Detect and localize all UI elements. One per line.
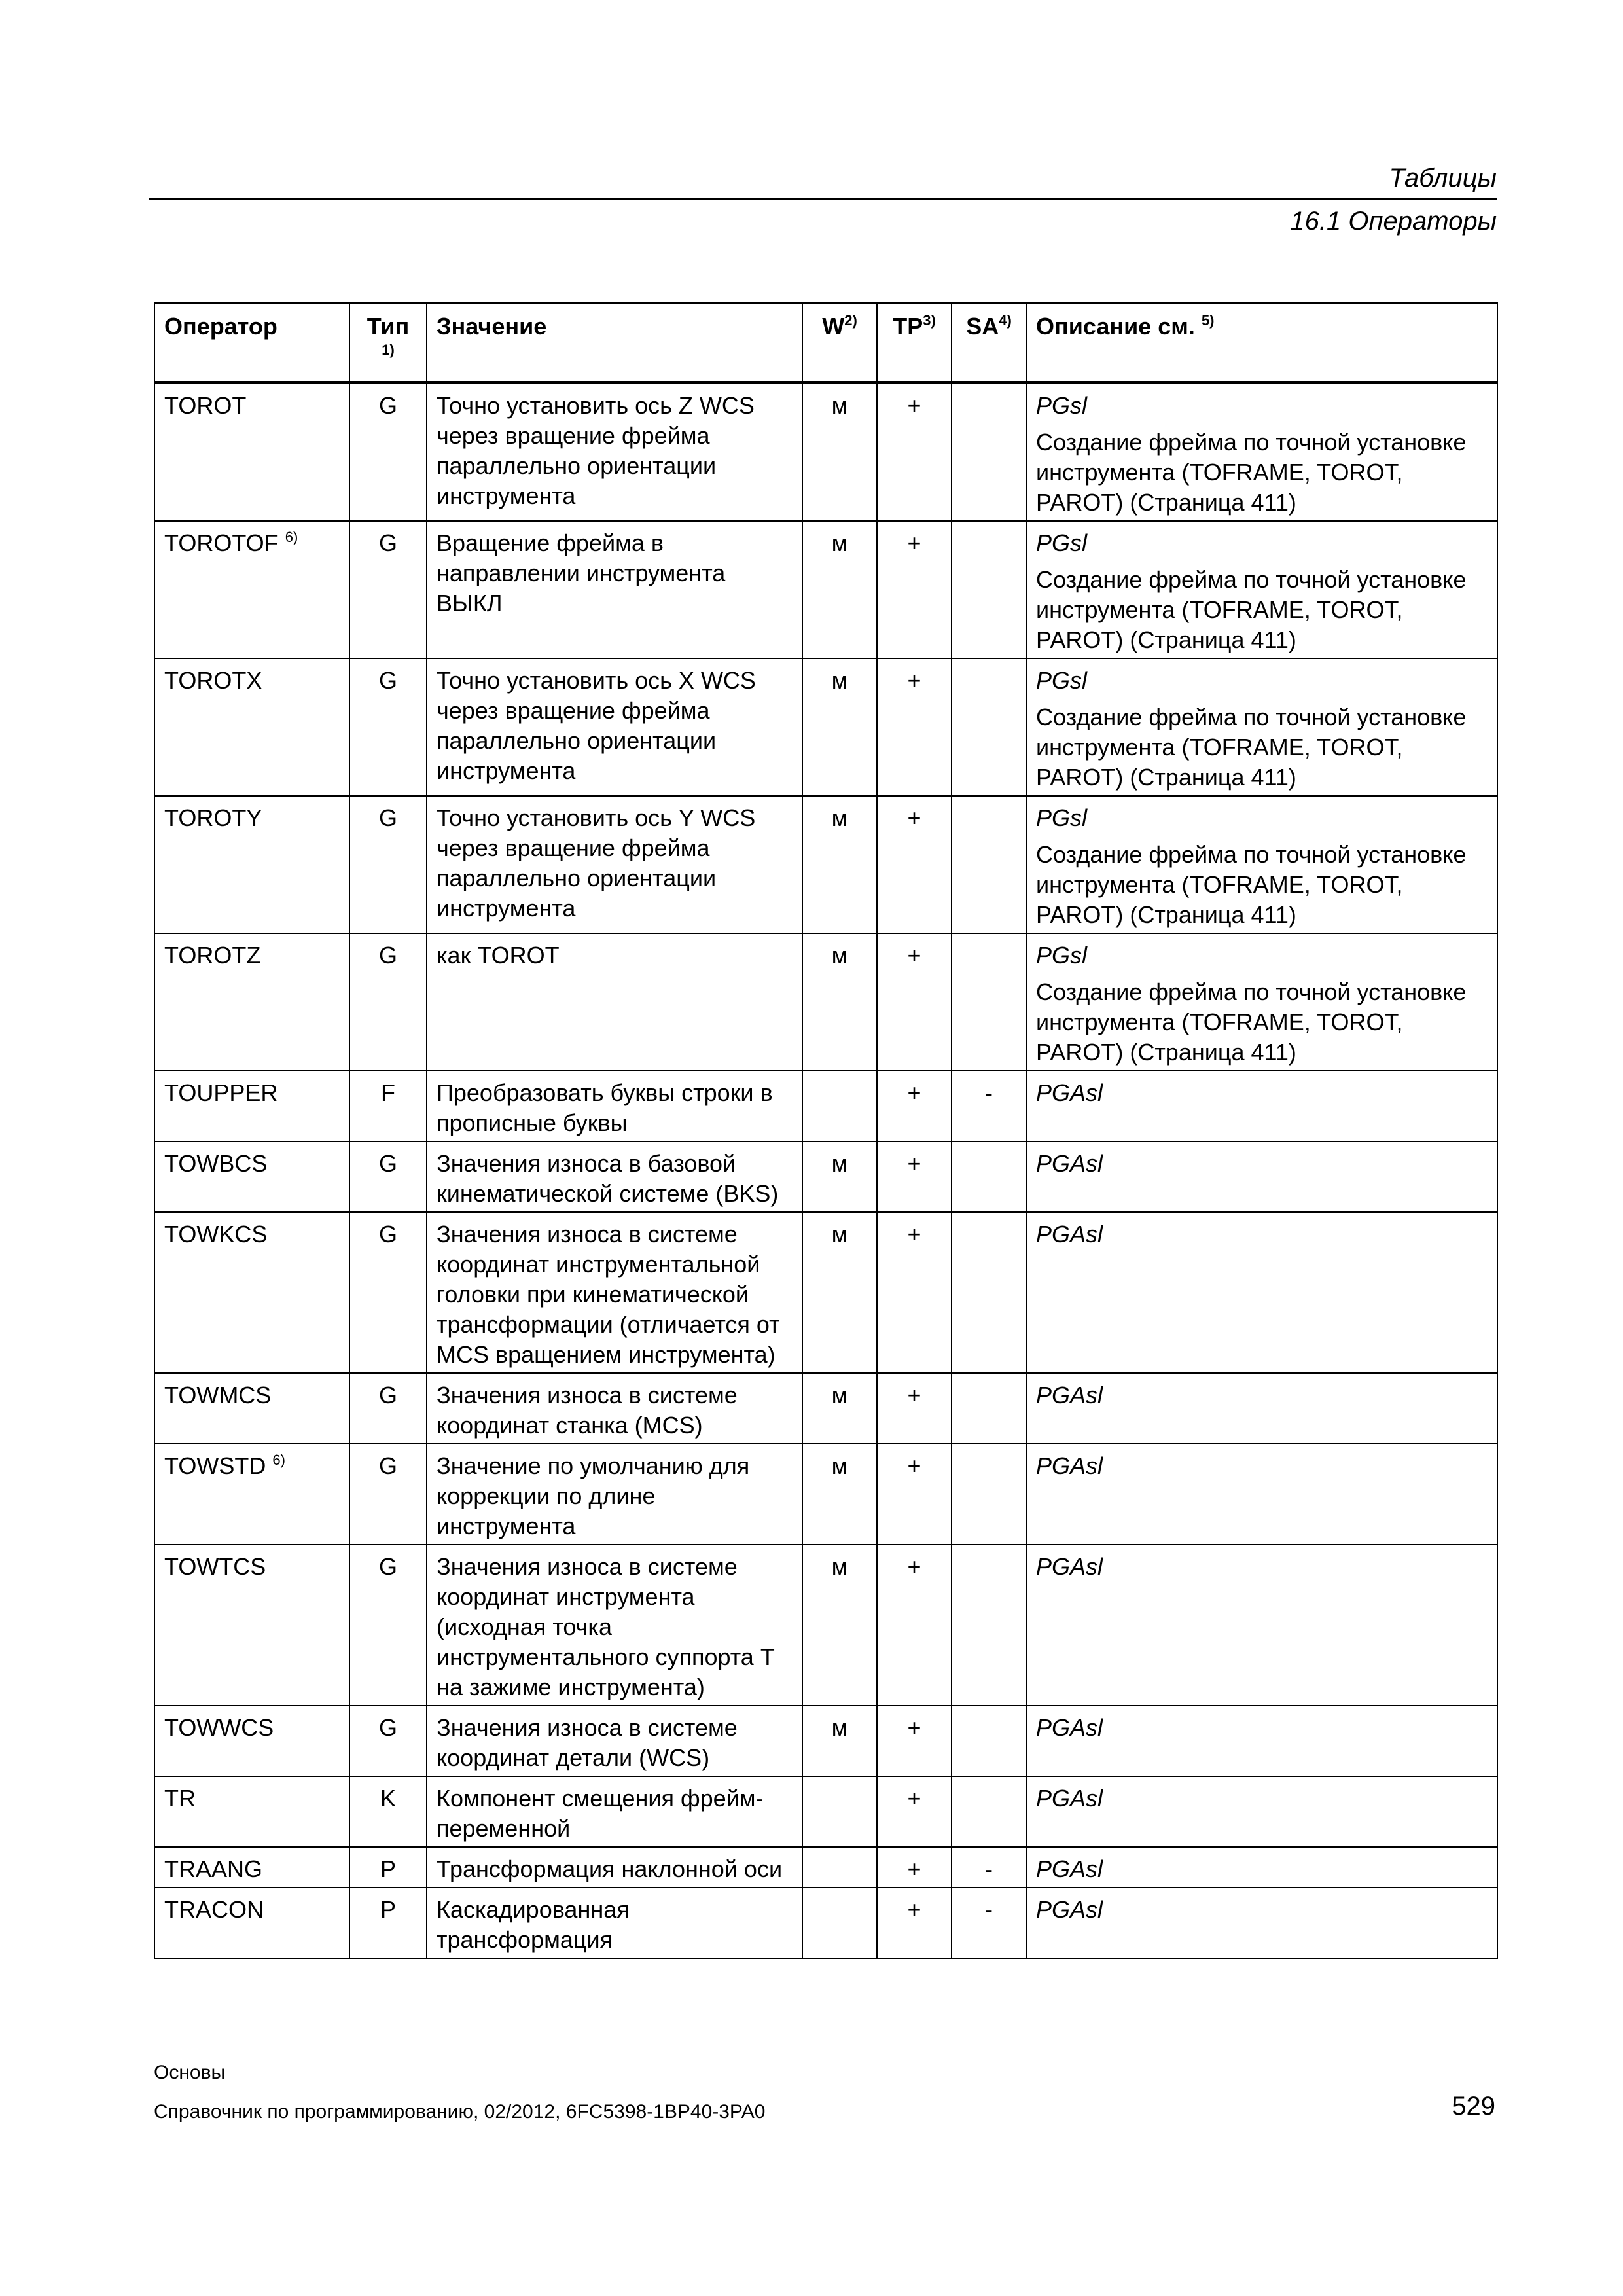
cell-tp: +	[877, 1141, 952, 1212]
cell-w: м	[802, 658, 877, 796]
description-link[interactable]: Создание фрейма по точной установке инструмента (TOFRAME, TOROT, PAROT) (Страница 411)	[1036, 841, 1467, 928]
operator-name: TOROTOF	[164, 529, 279, 556]
cell-sa	[952, 658, 1026, 796]
cell-operator	[154, 796, 349, 933]
cell-w: м	[802, 383, 877, 522]
header-sa: SA$^{4)}$	[952, 303, 1026, 383]
operators-table	[154, 302, 1498, 1959]
cell-tp: +	[877, 1071, 952, 1141]
cell-meaning: Трансформация наклонной оси	[427, 1847, 802, 1888]
cell-type: G	[349, 383, 427, 522]
cell-sa	[952, 521, 1026, 658]
reference-link[interactable]: PGAsl	[1036, 1896, 1103, 1923]
operator-name: TOWMCS	[164, 1382, 272, 1408]
cell-tp: +	[877, 1373, 952, 1444]
operator-name: TRAANG	[164, 1856, 263, 1882]
cell-operator	[154, 1444, 349, 1545]
description-link[interactable]: Создание фрейма по точной установке инструмента (TOFRAME, TOROT, PAROT) (Страница 411)	[1036, 429, 1467, 516]
cell-type: G	[349, 1141, 427, 1212]
cell-operator	[154, 1141, 349, 1212]
operator-name: TOWWCS	[164, 1714, 274, 1741]
cell-description	[1026, 1545, 1497, 1706]
cell-meaning: Значения износа в системе координат детали (WCS)	[427, 1706, 802, 1776]
cell-description	[1026, 1888, 1497, 1958]
table-row	[154, 1888, 1497, 1958]
cell-type: G	[349, 1444, 427, 1545]
operator-footnote: 6)	[272, 1452, 285, 1468]
cell-description	[1026, 658, 1497, 796]
table-body	[154, 383, 1497, 1959]
cell-tp: +	[877, 658, 952, 796]
cell-meaning: как TOROT	[427, 933, 802, 1071]
cell-sa	[952, 1706, 1026, 1776]
cell-sa	[952, 383, 1026, 522]
cell-operator	[154, 1212, 349, 1373]
cell-w: м	[802, 1545, 877, 1706]
cell-sa	[952, 1545, 1026, 1706]
footer-reference: Справочник по программированию, 02/2012, 6FC5398-1BP40-3PA0	[154, 2101, 766, 2123]
cell-operator	[154, 383, 349, 522]
cell-sa: -	[952, 1888, 1026, 1958]
reference-link[interactable]: PGAsl	[1036, 1079, 1103, 1106]
operator-name: TOROTX	[164, 667, 262, 694]
cell-meaning: Каскадированная трансформация	[427, 1888, 802, 1958]
footer-book-title: Основы	[154, 2062, 226, 2083]
operator-name: TOROTY	[164, 804, 262, 831]
cell-meaning: Значения износа в системе координат инструментальной головки при кинематической трансформации (отличается от MCS вращением инструмента)	[427, 1212, 802, 1373]
cell-type: G	[349, 658, 427, 796]
cell-tp: +	[877, 1706, 952, 1776]
cell-description	[1026, 521, 1497, 658]
cell-tp: +	[877, 1847, 952, 1888]
cell-w: м	[802, 1444, 877, 1545]
cell-w	[802, 1776, 877, 1847]
table-row	[154, 1071, 1497, 1141]
table-header	[154, 303, 1497, 383]
header-row	[154, 303, 1497, 383]
cell-w: м	[802, 1212, 877, 1373]
reference-link[interactable]: PGsl	[1036, 942, 1088, 969]
cell-tp: +	[877, 1545, 952, 1706]
operator-name: TR	[164, 1785, 196, 1812]
cell-w: м	[802, 1141, 877, 1212]
reference-link[interactable]: PGAsl	[1036, 1221, 1103, 1247]
table-row	[154, 1706, 1497, 1776]
cell-description	[1026, 1212, 1497, 1373]
cell-meaning: Вращение фрейма в направлении инструмента ВЫКЛ	[427, 521, 802, 658]
cell-w: м	[802, 1373, 877, 1444]
table-row	[154, 658, 1497, 796]
cell-type: K	[349, 1776, 427, 1847]
cell-type: G	[349, 933, 427, 1071]
table-row	[154, 1212, 1497, 1373]
cell-operator	[154, 1071, 349, 1141]
cell-w: м	[802, 1706, 877, 1776]
header-type: Тип 1)	[349, 303, 427, 383]
header-operator: Оператор	[154, 303, 349, 383]
cell-w	[802, 1847, 877, 1888]
cell-type: G	[349, 1373, 427, 1444]
cell-operator	[154, 1545, 349, 1706]
cell-tp: +	[877, 1776, 952, 1847]
cell-tp: +	[877, 1444, 952, 1545]
cell-meaning: Точно установить ось Z WCS через вращение фрейма параллельно ориентации инструмента	[427, 383, 802, 522]
operator-name: TRACON	[164, 1896, 264, 1923]
cell-tp: +	[877, 1212, 952, 1373]
table-row	[154, 796, 1497, 933]
header-description: Описание см. $^{5)}$	[1026, 303, 1497, 383]
table-row	[154, 1776, 1497, 1847]
operator-name: TOWTCS	[164, 1553, 266, 1580]
cell-sa	[952, 933, 1026, 1071]
table-row	[154, 521, 1497, 658]
cell-type: G	[349, 1706, 427, 1776]
cell-meaning: Значение по умолчанию для коррекции по длине инструмента	[427, 1444, 802, 1545]
reference-link[interactable]: PGAsl	[1036, 1150, 1103, 1177]
cell-type: G	[349, 521, 427, 658]
table-row	[154, 1444, 1497, 1545]
cell-operator	[154, 1847, 349, 1888]
cell-description	[1026, 1847, 1497, 1888]
reference-link[interactable]: PGAsl	[1036, 1714, 1103, 1741]
description-link[interactable]: Создание фрейма по точной установке инструмента (TOFRAME, TOROT, PAROT) (Страница 411)	[1036, 978, 1467, 1066]
cell-type: P	[349, 1847, 427, 1888]
table-row	[154, 1141, 1497, 1212]
cell-meaning: Значения износа в базовой кинематической системе (BKS)	[427, 1141, 802, 1212]
header-w: $W^{2)}$	[802, 303, 877, 383]
reference-link[interactable]: PGAsl	[1036, 1382, 1103, 1408]
operator-name: TOROT	[164, 392, 247, 419]
cell-sa: -	[952, 1847, 1026, 1888]
cell-meaning: Точно установить ось Y WCS через вращение фрейма параллельно ориентации инструмента	[427, 796, 802, 933]
cell-meaning: Преобразовать буквы строки в прописные буквы	[427, 1071, 802, 1141]
cell-operator	[154, 521, 349, 658]
reference-link[interactable]: PGAsl	[1036, 1553, 1103, 1580]
cell-type: P	[349, 1888, 427, 1958]
reference-link[interactable]: PGsl	[1036, 529, 1088, 556]
reference-link[interactable]: PGAsl	[1036, 1785, 1103, 1812]
cell-sa	[952, 796, 1026, 933]
cell-description	[1026, 1776, 1497, 1847]
operator-name: TOROTZ	[164, 942, 261, 969]
operator-name: TOWBCS	[164, 1150, 268, 1177]
reference-link[interactable]: PGAsl	[1036, 1452, 1103, 1479]
header-divider	[149, 198, 1497, 200]
cell-meaning: Значения износа в системе координат станка (MCS)	[427, 1373, 802, 1444]
table-row	[154, 383, 1497, 522]
cell-operator	[154, 1373, 349, 1444]
cell-description	[1026, 1071, 1497, 1141]
operator-name: TOWSTD	[164, 1452, 266, 1479]
cell-sa	[952, 1212, 1026, 1373]
cell-description	[1026, 796, 1497, 933]
cell-w: м	[802, 933, 877, 1071]
cell-tp: +	[877, 796, 952, 933]
cell-operator	[154, 1776, 349, 1847]
cell-tp: +	[877, 1888, 952, 1958]
cell-meaning: Значения износа в системе координат инструмента (исходная точка инструментального суппорта T на зажиме инструмента)	[427, 1545, 802, 1706]
cell-meaning: Компонент смещения фрейм-переменной	[427, 1776, 802, 1847]
cell-operator	[154, 933, 349, 1071]
header-meaning: Значение	[427, 303, 802, 383]
cell-w	[802, 1888, 877, 1958]
running-header-title: Таблицы	[1389, 164, 1497, 192]
cell-tp: +	[877, 933, 952, 1071]
cell-w: м	[802, 521, 877, 658]
cell-type: G	[349, 1545, 427, 1706]
cell-type: G	[349, 796, 427, 933]
cell-operator	[154, 1706, 349, 1776]
operator-name: TOWKCS	[164, 1221, 268, 1247]
cell-sa	[952, 1373, 1026, 1444]
page-number: 529	[1452, 2092, 1495, 2121]
cell-tp: +	[877, 521, 952, 658]
header-tp: TP$^{3)}$	[877, 303, 952, 383]
reference-link[interactable]: PGsl	[1036, 804, 1088, 831]
cell-type: F	[349, 1071, 427, 1141]
cell-sa	[952, 1776, 1026, 1847]
description-link[interactable]: Создание фрейма по точной установке инструмента (TOFRAME, TOROT, PAROT) (Страница 411)	[1036, 704, 1467, 791]
cell-meaning: Точно установить ось X WCS через вращение фрейма параллельно ориентации инструмента	[427, 658, 802, 796]
reference-link[interactable]: PGAsl	[1036, 1856, 1103, 1882]
cell-description	[1026, 1141, 1497, 1212]
table-row	[154, 933, 1497, 1071]
cell-description	[1026, 933, 1497, 1071]
table-row	[154, 1847, 1497, 1888]
cell-type: G	[349, 1212, 427, 1373]
operator-footnote: 6)	[285, 529, 298, 545]
reference-link[interactable]: PGsl	[1036, 667, 1088, 694]
running-header-section: 16.1 Операторы	[1290, 207, 1497, 236]
cell-description	[1026, 1706, 1497, 1776]
cell-description	[1026, 1373, 1497, 1444]
cell-description	[1026, 1444, 1497, 1545]
table-row	[154, 1545, 1497, 1706]
cell-sa: -	[952, 1071, 1026, 1141]
cell-tp: +	[877, 383, 952, 522]
reference-link[interactable]: PGsl	[1036, 392, 1088, 419]
cell-operator	[154, 658, 349, 796]
cell-w: м	[802, 796, 877, 933]
table-row	[154, 1373, 1497, 1444]
cell-operator	[154, 1888, 349, 1958]
description-link[interactable]: Создание фрейма по точной установке инструмента (TOFRAME, TOROT, PAROT) (Страница 411)	[1036, 566, 1467, 653]
operator-name: TOUPPER	[164, 1079, 278, 1106]
cell-w	[802, 1071, 877, 1141]
cell-sa	[952, 1141, 1026, 1212]
cell-sa	[952, 1444, 1026, 1545]
cell-description	[1026, 383, 1497, 522]
